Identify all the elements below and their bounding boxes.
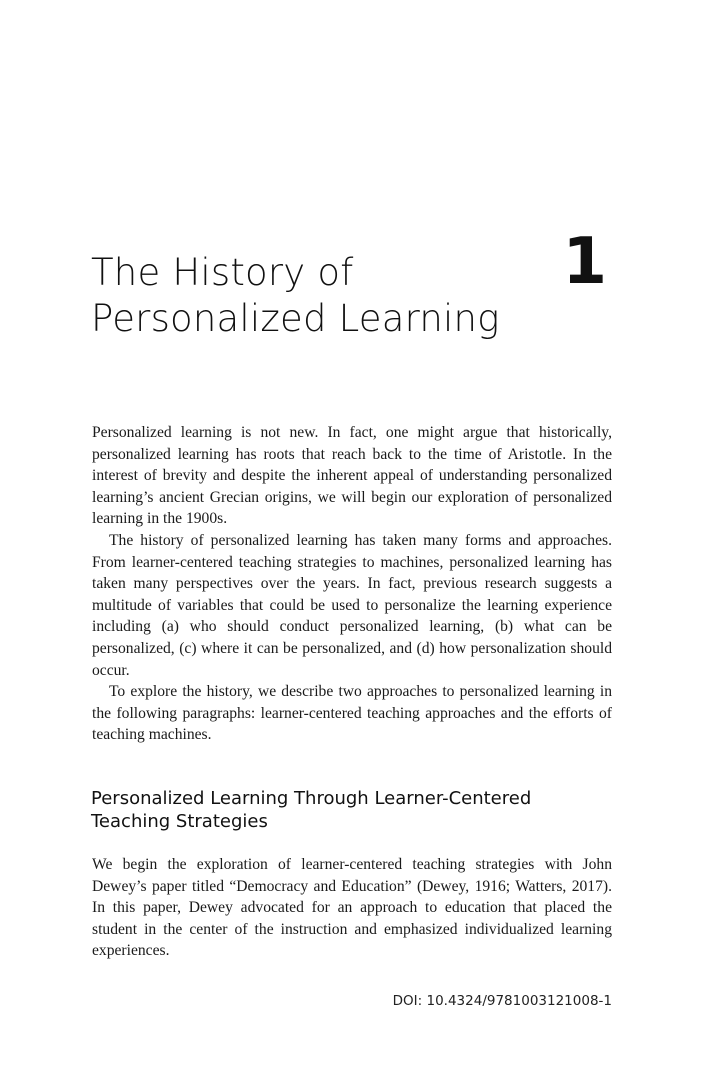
doi-footer: DOI: 10.4324/9781003121008-1 <box>392 993 612 1009</box>
chapter-title-line-1: The History of <box>91 251 354 294</box>
chapter-number: 1 <box>562 225 607 299</box>
intro-text <box>92 422 612 746</box>
intro-paragraph-2: The history of personalized learning has taken many forms and approaches. From learner-centered teaching strategies to machines, personalized learning has taken many perspectives over the years. In fact, previous research suggests a multitude of variables that could be used to personalize the learning experience including (a) who should conduct personalized learning, (b) what can be personalized, (c) where it can be personalized, and (d) how personalization should occur. <box>92 531 612 679</box>
intro-paragraph-1: Personalized learning is not new. In fact, one might argue that historically, personalized learning has roots that reach back to the time of Aristotle. In the interest of brevity and despite the inherent appeal of understanding personalized learning’s ancient Grecian origins, we will begin our exploration of personalized learning in the 1900s. <box>92 424 612 528</box>
chapter-title-line-2: Personalized Learning <box>91 297 500 340</box>
section-heading-line-2: Teaching Strategies <box>91 810 268 832</box>
section-paragraph-1: We begin the exploration of learner-centered teaching strategies with John Dewey’s paper titled “Democracy and Education” (Dewey, 1916; Watters, 2017). In this paper, Dewey advocated for an approach to education that placed the student in the center of the instruction and emphasized individualized learning experiences. <box>92 856 612 960</box>
section-heading-line-1: Personalized Learning Through Learner-Centered <box>91 788 532 809</box>
section-heading <box>91 788 611 833</box>
chapter-title <box>91 250 531 342</box>
section-text <box>92 854 612 962</box>
intro-paragraph-3: To explore the history, we describe two approaches to personalized learning in the following paragraphs: learner-centered teaching approaches and the efforts of teaching machines. <box>92 683 612 744</box>
